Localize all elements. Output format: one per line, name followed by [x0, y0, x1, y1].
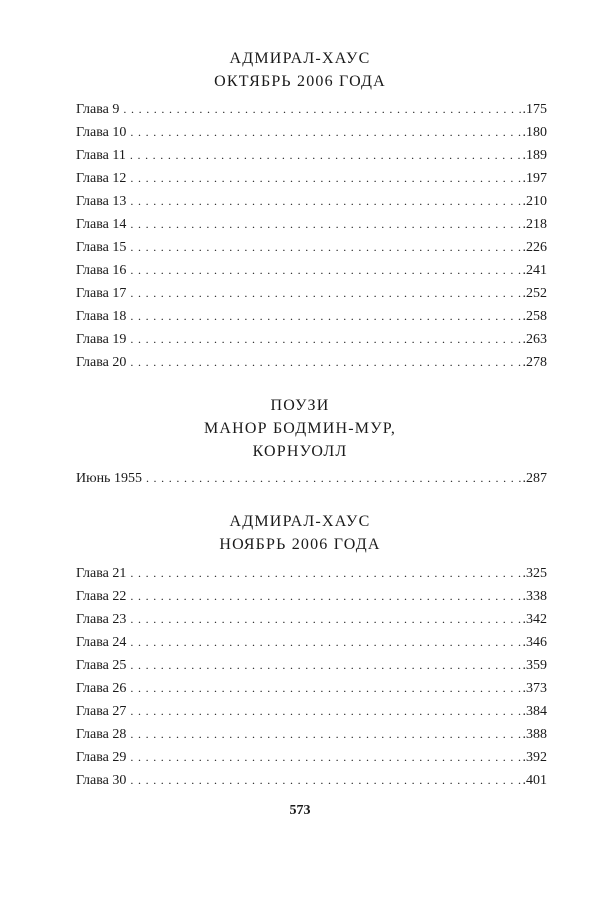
toc-entry-title: Глава 26 — [76, 681, 127, 696]
toc-entry-title: Глава 22 — [76, 589, 127, 604]
toc-entry[interactable] — [76, 282, 547, 305]
dot-leader — [130, 769, 521, 792]
toc-entry[interactable] — [76, 700, 547, 723]
dot-leader — [130, 259, 521, 282]
toc-list-november — [76, 562, 547, 792]
toc-entry-page: .401 — [522, 773, 547, 788]
dot-leader — [130, 305, 521, 328]
toc-entry[interactable] — [76, 328, 547, 351]
dot-leader — [130, 723, 521, 746]
dot-leader — [130, 677, 521, 700]
dot-leader — [130, 213, 521, 236]
toc-entry-page: .278 — [522, 355, 547, 370]
toc-entry-title: Глава 25 — [76, 658, 127, 673]
toc-entry-title: Глава 17 — [76, 286, 127, 301]
dot-leader — [130, 562, 521, 585]
toc-entry[interactable] — [76, 631, 547, 654]
toc-entry-title: Глава 16 — [76, 263, 127, 278]
dot-leader — [130, 282, 521, 305]
toc-list-poozy — [76, 467, 547, 490]
toc-entry-page: .241 — [522, 263, 547, 278]
section-heading-line: АДМИРАЛ-ХАУС — [229, 50, 371, 67]
toc-entry[interactable] — [76, 190, 547, 213]
toc-entry-page: .258 — [522, 309, 547, 324]
dot-leader — [130, 654, 521, 677]
dot-leader — [146, 467, 522, 490]
toc-entry-title: Глава 19 — [76, 332, 127, 347]
toc-entry-title: Глава 15 — [76, 240, 127, 255]
toc-entry-title: Глава 12 — [76, 171, 127, 186]
toc-entry-page: .287 — [522, 471, 547, 486]
dot-leader — [130, 121, 521, 144]
toc-entry[interactable] — [76, 351, 547, 374]
toc-entry-title: Глава 24 — [76, 635, 127, 650]
toc-entry-page: .342 — [522, 612, 547, 627]
toc-entry-page: .359 — [522, 658, 547, 673]
toc-entry-page: .325 — [522, 566, 547, 581]
toc-entry[interactable] — [76, 259, 547, 282]
section-admiral-house-october — [0, 47, 600, 93]
dot-leader — [130, 328, 521, 351]
toc-entry-title: Глава 14 — [76, 217, 127, 232]
dot-leader — [130, 585, 521, 608]
toc-entry[interactable] — [76, 305, 547, 328]
dot-leader — [130, 700, 521, 723]
toc-entry[interactable] — [76, 677, 547, 700]
toc-entry[interactable] — [76, 167, 547, 190]
section-poozy-manor — [0, 394, 600, 463]
toc-entry-page: .197 — [522, 171, 547, 186]
toc-entry-title: Глава 18 — [76, 309, 127, 324]
toc-entry-page: .218 — [522, 217, 547, 232]
dot-leader — [130, 351, 521, 374]
toc-entry-title: Глава 27 — [76, 704, 127, 719]
toc-entry-page: .189 — [522, 148, 547, 163]
section-heading-line: МАНОР БОДМИН-МУР, — [203, 420, 397, 437]
toc-entry-page: .226 — [522, 240, 547, 255]
toc-entry[interactable] — [76, 608, 547, 631]
toc-entry[interactable] — [76, 144, 547, 167]
toc-entry-title: Глава 28 — [76, 727, 127, 742]
dot-leader — [130, 190, 521, 213]
toc-list-october — [76, 98, 547, 374]
toc-entry-title: Глава 11 — [76, 148, 126, 163]
toc-entry[interactable] — [76, 769, 547, 792]
toc-entry-page: .338 — [522, 589, 547, 604]
toc-entry[interactable] — [76, 98, 547, 121]
toc-entry-title: Глава 9 — [76, 102, 120, 117]
page-number: 573 — [289, 803, 311, 818]
toc-entry[interactable] — [76, 746, 547, 769]
dot-leader — [130, 167, 521, 190]
dot-leader — [130, 631, 521, 654]
toc-entry-page: .384 — [522, 704, 547, 719]
dot-leader — [130, 236, 521, 259]
section-admiral-house-november — [0, 510, 600, 556]
toc-entry-page: .252 — [522, 286, 547, 301]
toc-entry-title: Июнь 1955 — [76, 471, 142, 486]
section-heading-line: КОРНУОЛЛ — [252, 443, 348, 460]
toc-entry-title: Глава 23 — [76, 612, 127, 627]
section-heading-line: НОЯБРЬ 2006 ГОДА — [219, 536, 381, 553]
toc-entry[interactable] — [76, 213, 547, 236]
toc-entry-page: .373 — [522, 681, 547, 696]
toc-entry[interactable] — [76, 121, 547, 144]
toc-entry-page: .392 — [522, 750, 547, 765]
toc-entry[interactable] — [76, 585, 547, 608]
toc-entry-page: .346 — [522, 635, 547, 650]
dot-leader — [123, 98, 521, 121]
toc-entry-title: Глава 21 — [76, 566, 127, 581]
dot-leader — [130, 144, 522, 167]
toc-entry-page: .388 — [522, 727, 547, 742]
section-heading-line: ОКТЯБРЬ 2006 ГОДА — [214, 73, 386, 90]
section-heading-line: ПОУЗИ — [270, 397, 330, 414]
toc-entry[interactable] — [76, 562, 547, 585]
toc-entry-page: .180 — [522, 125, 547, 140]
toc-entry-title: Глава 10 — [76, 125, 127, 140]
toc-entry-page: .175 — [522, 102, 547, 117]
toc-entry-title: Глава 30 — [76, 773, 127, 788]
toc-entry[interactable] — [76, 236, 547, 259]
toc-entry-page: .210 — [522, 194, 547, 209]
toc-entry-title: Глава 29 — [76, 750, 127, 765]
toc-entry-page: .263 — [522, 332, 547, 347]
toc-entry[interactable] — [76, 723, 547, 746]
dot-leader — [130, 608, 521, 631]
dot-leader — [130, 746, 521, 769]
section-heading-line: АДМИРАЛ-ХАУС — [229, 513, 371, 530]
toc-entry-title: Глава 20 — [76, 355, 127, 370]
toc-entry[interactable] — [76, 467, 547, 490]
toc-entry[interactable] — [76, 654, 547, 677]
toc-entry-title: Глава 13 — [76, 194, 127, 209]
